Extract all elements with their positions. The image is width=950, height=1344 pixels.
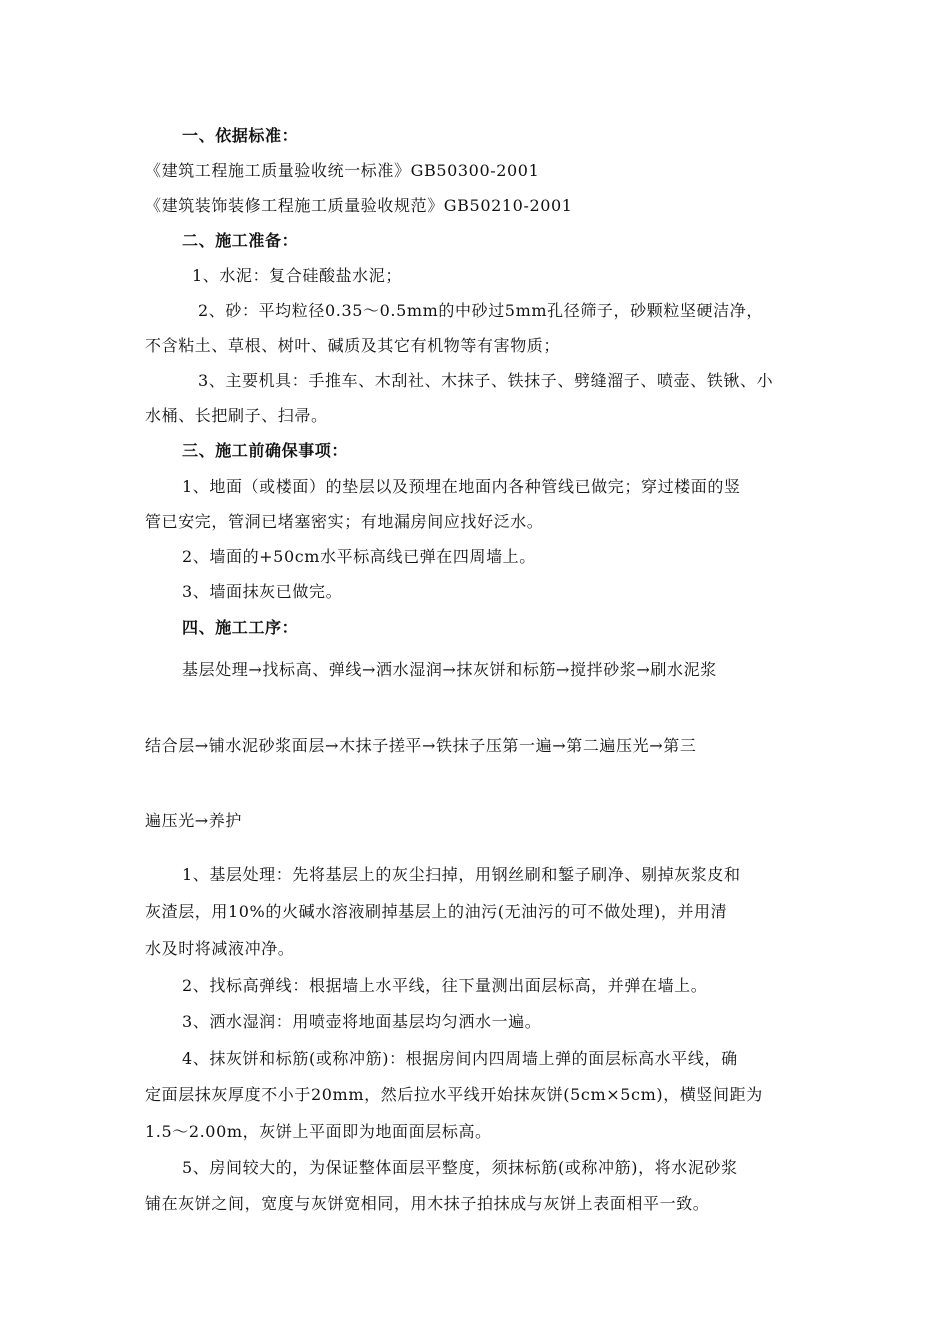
standard-line: 《建筑装饰装修工程施工质量验收规范》GB50210-2001 [145,196,573,215]
paragraph-line: 铺在灰饼之间，宽度与灰饼宽相同，用木抹子拍抹成与灰饼上表面相平一致。 [145,1194,710,1213]
paragraph-line: 1、水泥：复合硅酸盐水泥； [192,266,402,285]
paragraph-line: 1.5～2.00m，灰饼上平面即为地面面层标高。 [145,1122,492,1141]
paragraph-line: 2、墙面的+50cm水平标高线已弹在四周墙上。 [182,547,536,566]
paragraph-line: 5、房间较大的，为保证整体面层平整度，须抹标筋(或称冲筋)，将水泥砂浆 [182,1158,738,1177]
paragraph-line: 定面层抹灰厚度不小于20mm，然后拉水平线开始抹灰饼(5cm×5cm)，横竖间距为 [145,1085,763,1104]
paragraph-line: 1、地面（或楼面）的垫层以及预埋在地面内各种管线已做完；穿过楼面的竖 [182,477,741,496]
section-heading-process: 四、施工工序： [182,618,299,637]
paragraph-line: 2、砂：平均粒径0.35～0.5mm的中砂过5mm孔径筛子，砂颗粒坚硬洁净， [198,301,763,320]
process-flow-line: 基层处理→找标高、弹线→洒水湿润→抹灰饼和标筋→搅拌砂浆→刷水泥浆 [182,660,717,679]
process-flow-line: 结合层→铺水泥砂浆面层→木抹子搓平→铁抹子压第一遍→第二遍压光→第三 [145,736,697,755]
section-heading-standards: 一、依据标准： [182,126,299,145]
paragraph-line: 不含粘土、草根、树叶、碱质及其它有机物等有害物质； [145,336,561,355]
standard-line: 《建筑工程施工质量验收统一标准》GB50300-2001 [145,161,540,180]
paragraph-line: 3、墙面抹灰已做完。 [182,582,343,601]
process-flow-line: 遍压光→养护 [145,811,243,830]
paragraph-line: 1、基层处理：先将基层上的灰尘扫掉，用钢丝刷和錾子刷净、剔掉灰浆皮和 [182,865,741,884]
paragraph-line: 3、主要机具：手推车、木刮社、木抹子、铁抹子、劈缝溜子、喷壶、铁锹、小 [198,371,774,390]
paragraph-line: 水及时将减液冲净。 [145,939,295,958]
paragraph-line: 管已安完，管洞已堵塞密实；有地漏房间应找好泛水。 [145,512,544,531]
paragraph-line: 2、找标高弹线：根据墙上水平线，往下量测出面层标高，并弹在墙上。 [182,976,708,995]
section-heading-preparation: 二、施工准备： [182,231,299,250]
paragraph-line: 4、抹灰饼和标筋(或称冲筋)：根据房间内四周墙上弹的面层标高水平线，确 [182,1049,738,1068]
section-heading-prechecks: 三、施工前确保事项： [182,441,349,460]
paragraph-line: 3、洒水湿润：用喷壶将地面基层均匀洒水一遍。 [182,1012,542,1031]
paragraph-line: 水桶、长把刷子、扫帚。 [145,406,328,425]
paragraph-line: 灰渣层，用10%的火碱水溶液刷掉基层上的油污(无油污的可不做处理)，并用清 [145,902,728,921]
